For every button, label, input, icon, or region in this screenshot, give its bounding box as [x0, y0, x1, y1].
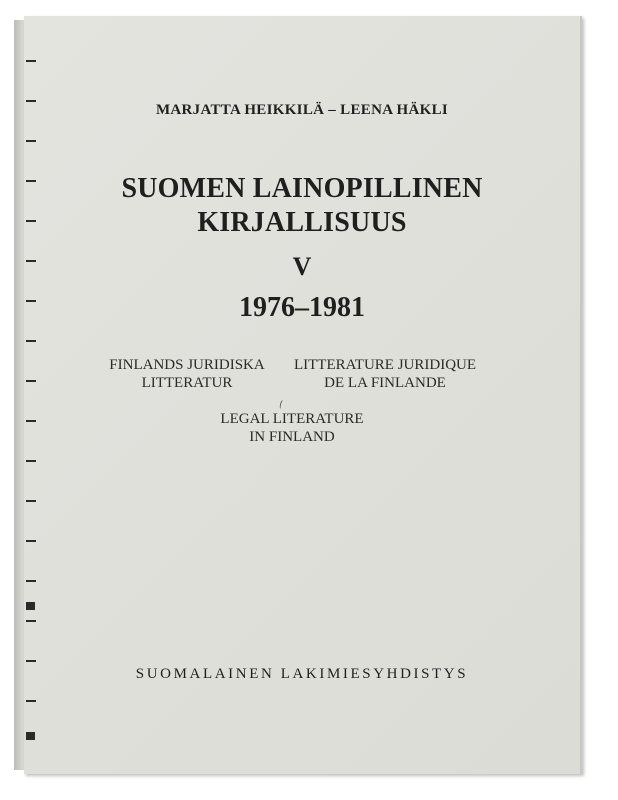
subtitle-french-line-1: LITTERATURE JURIDIQUE	[293, 357, 477, 373]
spine-tick	[26, 732, 35, 740]
spine-tick	[26, 580, 36, 582]
spine-tick	[26, 460, 36, 462]
spine-tick	[26, 500, 36, 502]
spine-tick	[26, 660, 36, 662]
spine-tick	[26, 602, 35, 610]
subtitle-swedish	[92, 356, 282, 392]
volume-number: V	[292, 252, 312, 281]
spine-tick	[26, 620, 36, 622]
spine-tick	[26, 700, 36, 702]
spine-tick	[26, 260, 36, 262]
book-cover	[24, 16, 582, 774]
year-range: 1976–1981	[239, 292, 365, 323]
title-line-2: KIRJALLISUUS	[197, 207, 407, 238]
spine-tick	[26, 300, 36, 302]
spine-tick	[26, 140, 36, 142]
spine-tick	[26, 60, 36, 62]
authors: MARJATTA HEIKKILÄ – LEENA HÄKLI	[155, 102, 449, 118]
spine-tick	[26, 340, 36, 342]
subtitle-english-line-2: IN FINLAND	[249, 429, 335, 445]
publisher: SUOMALAINEN LAKIMIESYHDISTYS	[135, 666, 469, 682]
spine-tick	[26, 100, 36, 102]
pen-mark	[279, 400, 285, 410]
subtitle-english-line-1: LEGAL LITERATURE	[220, 411, 364, 427]
book-title	[24, 172, 580, 240]
spine-tick	[26, 420, 36, 422]
spine-tick	[26, 380, 36, 382]
title-line-1: SUOMEN LAINOPILLINEN	[121, 173, 483, 204]
spine-tick	[26, 180, 36, 182]
spine-tick	[26, 220, 36, 222]
subtitle-swedish-line-1: FINLANDS JURIDISKA	[109, 357, 265, 373]
subtitle-swedish-line-2: LITTERATUR	[141, 375, 233, 391]
subtitle-english	[192, 410, 392, 446]
subtitle-french-line-2: DE LA FINLANDE	[324, 375, 446, 391]
spine-tick	[26, 540, 36, 542]
subtitle-french	[280, 356, 490, 392]
